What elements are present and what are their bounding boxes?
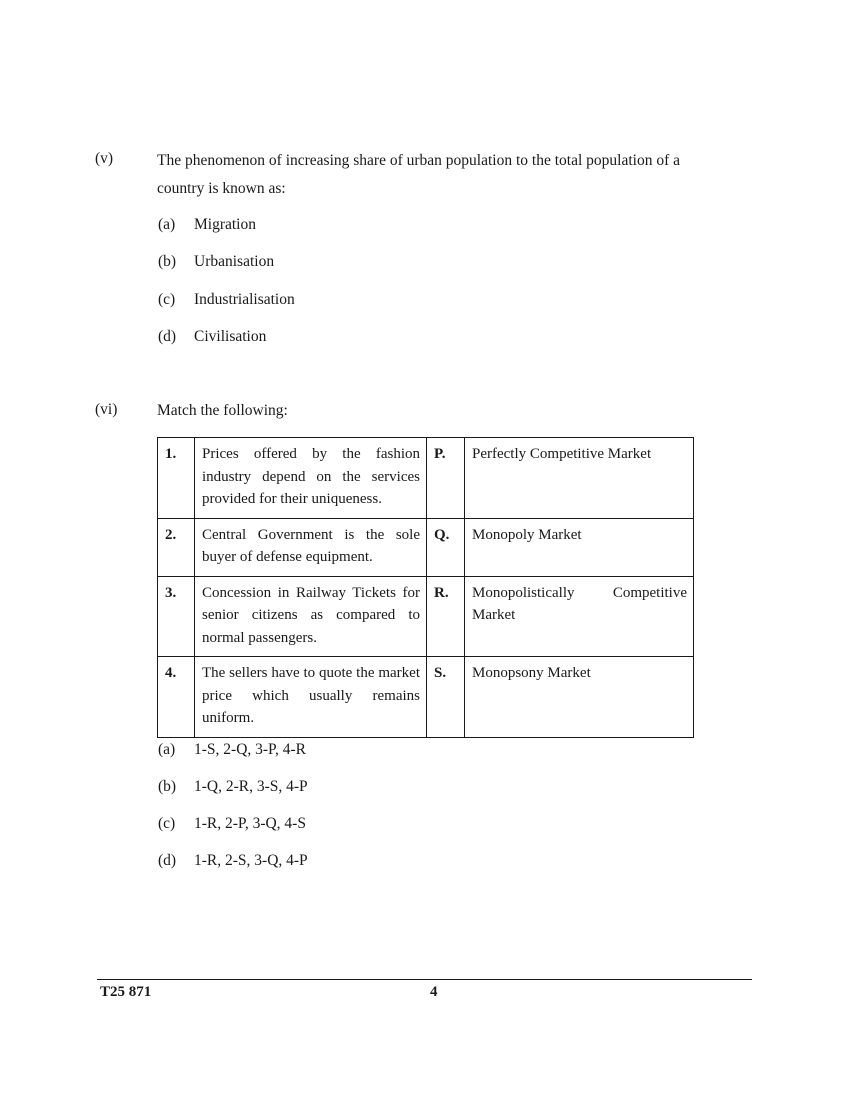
row-description: Prices offered by the fashion industry depend on the services provided for their uniqueness. (195, 438, 427, 519)
row-description: Concession in Railway Tickets for senior citizens as compared to normal passengers. (195, 576, 427, 657)
row-description: The sellers have to quote the market price which usually remains uniform. (195, 657, 427, 738)
option-text: 1-R, 2-S, 3-Q, 4-P (194, 852, 308, 869)
paper-code: T25 871 (100, 984, 152, 1000)
option-text: Migration (194, 216, 256, 233)
option-label: (a) (158, 216, 176, 233)
option-label: (b) (158, 778, 177, 795)
option-d (158, 325, 266, 349)
option-text: 1-R, 2-P, 3-Q, 4-S (194, 815, 306, 832)
row-letter: S. (427, 657, 465, 738)
table-row (158, 518, 694, 576)
option-label: (d) (158, 328, 177, 345)
question-text: The phenomenon of increasing share of urban population to the total population of a country is known as: (157, 152, 680, 197)
row-number: 3. (158, 576, 195, 657)
option-label: (b) (158, 253, 177, 270)
row-description: Central Government is the sole buyer of defense equipment. (195, 518, 427, 576)
row-market: Monopoly Market (465, 518, 694, 576)
option-a (158, 738, 306, 762)
option-b (158, 250, 274, 274)
question-text: Match the following: (157, 402, 288, 419)
row-number: 4. (158, 657, 195, 738)
footer-divider (97, 979, 752, 980)
option-text: Urbanisation (194, 253, 275, 270)
row-letter: P. (427, 438, 465, 519)
row-number: 1. (158, 438, 195, 519)
option-text: Civilisation (194, 328, 267, 345)
table-row (158, 438, 694, 519)
row-letter: R. (427, 576, 465, 657)
page-number: 4 (430, 984, 438, 1000)
option-d (158, 849, 308, 873)
row-market: Perfectly Competitive Market (465, 438, 694, 519)
question-number: (vi) (95, 401, 118, 418)
option-text: 1-S, 2-Q, 3-P, 4-R (194, 741, 306, 758)
table-row (158, 576, 694, 657)
table-row (158, 657, 694, 738)
option-text: Industrialisation (194, 291, 295, 308)
row-letter: Q. (427, 518, 465, 576)
option-label: (d) (158, 852, 177, 869)
option-label: (c) (158, 815, 176, 832)
option-a (158, 213, 256, 237)
question-number: (v) (95, 150, 114, 167)
option-label: (c) (158, 291, 176, 308)
match-table (157, 437, 694, 738)
row-market: Monopolistically Competitive Market (465, 576, 694, 657)
option-c (158, 288, 295, 312)
row-market: Monopsony Market (465, 657, 694, 738)
option-text: 1-Q, 2-R, 3-S, 4-P (194, 778, 308, 795)
option-c (158, 812, 306, 836)
option-b (158, 775, 308, 799)
option-label: (a) (158, 741, 176, 758)
row-number: 2. (158, 518, 195, 576)
